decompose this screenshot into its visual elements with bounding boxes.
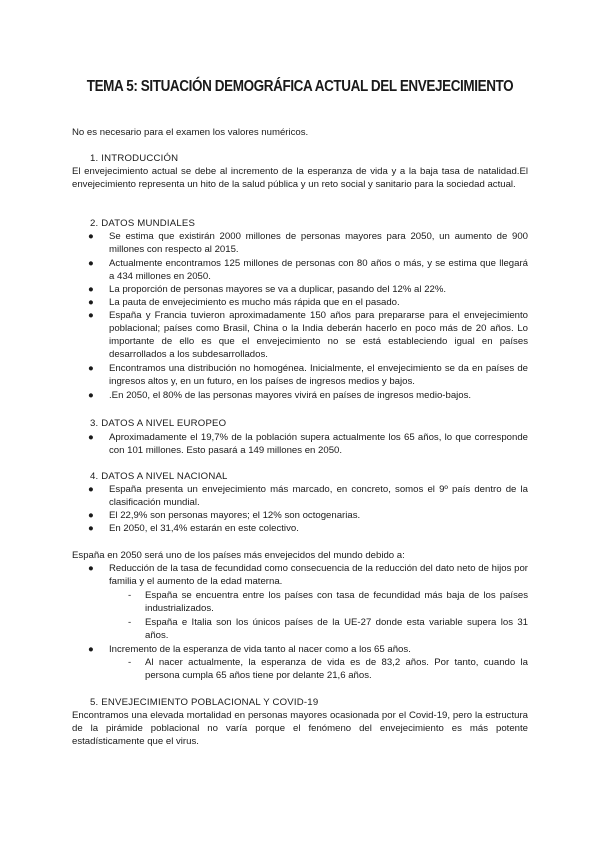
heading-datos-nacional: 4. DATOS A NIVEL NACIONAL (90, 471, 228, 482)
world-bullet-2: Actualmente encontramos 125 millones de personas con 80 años o más, y se estima que llegará a 434 millones en 2050. (109, 258, 528, 282)
europe-bullet-1: Aproximadamente el 19,7% de la población supera actualmente los 65 años, lo que corresponde con 101 millones. Esto pasará a 149 millones en 2050. (109, 432, 528, 456)
bullet-marker: ● (88, 363, 94, 374)
national-bullet-3: En 2050, el 31,4% estarán en este colectivo. (109, 523, 299, 534)
national-bullet-2: El 22,9% son personas mayores; el 12% son octogenarias. (109, 510, 361, 521)
heading-covid: 5. ENVEJECIMIENTO POBLACIONAL Y COVID-19 (90, 697, 319, 708)
world-bullet-6: Encontramos una distribución no homogénea. Inicialmente, el envejecimiento se da en países de ingresos altos y, en un futuro, en los países de ingresos medios y bajos. (109, 363, 528, 387)
heading-datos-mundiales: 2. DATOS MUNDIALES (90, 218, 196, 229)
spain-dash-fecundidad-2: España e Italia son los únicos países de la UE-27 donde esta variable supera los 31 años. (145, 617, 528, 641)
spain-dash-esperanza-1: Al nacer actualmente, la esperanza de vida es de 83,2 años. Por tanto, cuando la persona cumpla 65 años tiene por delante 21,6 años. (145, 657, 528, 681)
world-bullet-1: Se estima que existirán 2000 millones de personas mayores para 2050, un aumento de 900 millones con respecto al 2015. (109, 231, 528, 255)
bullet-marker: ● (88, 231, 94, 242)
exam-note: No es necesario para el examen los valores numéricos. (72, 127, 309, 138)
world-bullet-5: España y Francia tuvieron aproximadamente 150 años para prepararse para el envejecimiento poblacional; países como Brasil, China o la India deberán hacerlo en poco más de 20 años. Lo importante de ello es que el envejecimiento no se está estableciendo igual en países desarrollados a los subdesarrollados. (109, 310, 528, 360)
world-bullet-7: .En 2050, el 80% de las personas mayores vivirá en países de ingresos medio-bajos. (109, 390, 472, 401)
bullet-marker: ● (88, 563, 94, 574)
spain-bullet-esperanza: Incremento de la esperanza de vida tanto al nacer como a los 65 años. (109, 644, 411, 655)
bullet-marker: ● (88, 284, 94, 295)
bullet-marker: ● (88, 644, 94, 655)
world-bullet-3: La proporción de personas mayores se va a duplicar, pasando del 12% al 22%. (109, 284, 447, 295)
spain-bullet-fecundidad: Reducción de la tasa de fecundidad como consecuencia de la reducción del dato neto de hijos por familia y el aumento de la edad materna. (109, 563, 528, 587)
spain-2050-intro: España en 2050 será uno de los países más envejecidos del mundo debido a: (72, 550, 405, 561)
covid-paragraph: Encontramos una elevada mortalidad en personas mayores ocasionada por el Covid-19, pero la estructura de la pirámide poblacional no varía porque el fenómeno del envejecimiento es más potente estadísticamente que el virus. (72, 710, 528, 747)
bullet-marker: ● (88, 484, 94, 495)
intro-paragraph: El envejecimiento actual se debe al incremento de la esperanza de vida y a la baja tasa de natalidad.El envejecimiento representa un hito de la salud pública y un reto social y sanitario para la sociedad actual. (72, 166, 528, 190)
national-bullet-1: España presenta un envejecimiento más marcado, en concreto, somos el 9º país dentro de la clasificación mundial. (109, 484, 528, 508)
dash-marker: - (128, 590, 132, 601)
bullet-marker: ● (88, 390, 94, 401)
spain-dash-fecundidad-1: España se encuentra entre los países con tasa de fecundidad más baja de los países industrializados. (145, 590, 528, 614)
heading-introduccion: 1. INTRODUCCIÓN (90, 153, 179, 164)
bullet-marker: ● (88, 310, 94, 321)
document-title: TEMA 5: SITUACIÓN DEMOGRÁFICA ACTUAL DEL ENVEJECIMIENTO (86, 76, 514, 95)
bullet-marker: ● (88, 258, 94, 269)
dash-marker: - (128, 617, 132, 628)
bullet-marker: ● (88, 523, 94, 534)
bullet-marker: ● (88, 297, 94, 308)
dash-marker: - (128, 657, 132, 668)
world-bullet-4: La pauta de envejecimiento es mucho más rápida que en el pasado. (109, 297, 400, 308)
heading-datos-europeo: 3. DATOS A NIVEL EUROPEO (90, 418, 227, 429)
bullet-marker: ● (88, 510, 94, 521)
bullet-marker: ● (88, 432, 94, 443)
